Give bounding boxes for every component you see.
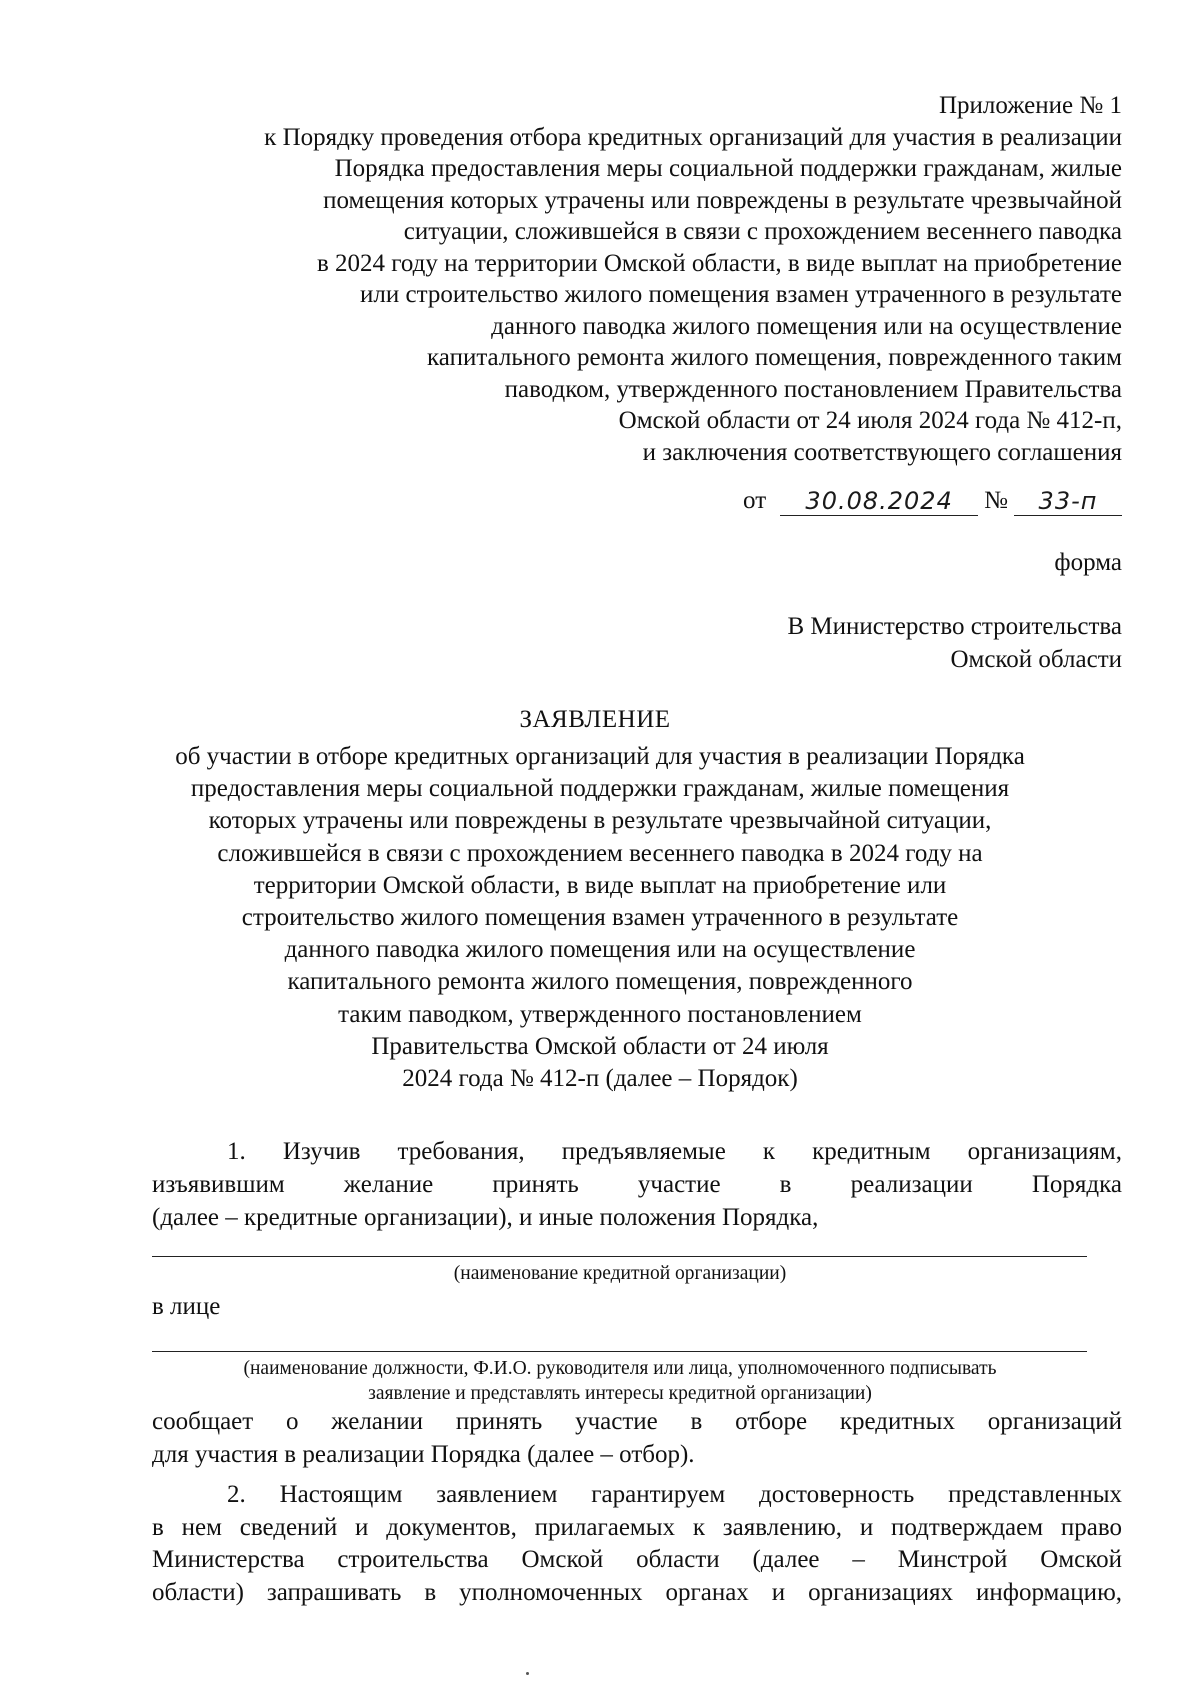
ot-label: от (743, 487, 767, 514)
paragraph-line: 2. Настоящим заявлением гарантируем достоверность представленных (227, 1481, 1122, 1509)
document-title: ЗАЯВЛЕНИЕ (519, 706, 671, 733)
subtitle-line: об участии в отборе кредитных организаций для участия в реализации Порядка (175, 743, 1025, 770)
appendix-line: ситуации, сложившейся в связи с прохождением весеннего паводка (403, 218, 1122, 245)
appendix-line: капитального ремонта жилого помещения, поврежденного таким (427, 344, 1122, 371)
caption-line: (наименование должности, Ф.И.О. руководителя или лица, уполномоченного подписывать (243, 1358, 997, 1379)
subtitle-line: которых утрачены или повреждены в результате чрезвычайной ситуации, (208, 807, 992, 835)
subtitle-line: таким паводком, утвержденного постановлением (338, 1000, 862, 1028)
subtitle-line: строительство жилого помещения взамен утраченного в результате (241, 904, 959, 932)
scan-speck (526, 1672, 529, 1675)
subtitle-line: капитального ремонта жилого помещения, поврежденного (287, 968, 913, 996)
paragraph-line: изъявившим желание принять участие в реализации Порядка (152, 1171, 1122, 1198)
appendix-line: паводком, утвержденного постановлением Правительства (504, 375, 1122, 403)
subtitle-line: данного паводка жилого помещения или на осуществление (284, 936, 916, 964)
paragraph-line: Министерства строительства Омской области (далее – Минстрой Омской (152, 1546, 1122, 1574)
paragraph-continuation (152, 1406, 1122, 1610)
paragraph-line: области) запрашивать в уполномоченных органах и организациях информацию, (152, 1578, 1122, 1606)
caption-representative (0, 1356, 1200, 1406)
appendix-header (122, 90, 1122, 468)
fill-in-line-representative (152, 1351, 1087, 1352)
appendix-line: и заключения соответствующего соглашения (642, 438, 1122, 466)
subtitle-line: 2024 года № 412-п (далее – Порядок) (402, 1065, 798, 1093)
v-litse-label: в лице (152, 1293, 221, 1320)
appendix-line: к Порядку проведения отбора кредитных организаций для участия в реализации (264, 123, 1122, 151)
paragraph-line: для участия в реализации Порядка (далее – отбор). (152, 1440, 695, 1468)
addressee (787, 610, 1122, 676)
appendix-line: Порядка предоставления меры социальной поддержки гражданам, жилые (334, 155, 1122, 182)
paragraph-line: (далее – кредитные организации), и иные положения Порядка, (152, 1204, 819, 1231)
addressee-line: Омской области (950, 646, 1122, 673)
subtitle-line: предоставления меры социальной поддержки гражданам, жилые помещения (190, 775, 1010, 803)
forma-label: форма (1054, 549, 1122, 576)
paragraph-1 (152, 1135, 1122, 1234)
order-date-number (743, 486, 1122, 516)
paragraph-line: в нем сведений и документов, прилагаемых к заявлению, и подтверждаем право (152, 1513, 1122, 1541)
appendix-line: в 2024 году на территории Омской области, в виде выплат на приобретение (316, 249, 1122, 277)
appendix-line: или строительство жилого помещения взамен утраченного в результате (360, 281, 1122, 308)
subtitle-line: территории Омской области, в виде выплат на приобретение или (253, 871, 947, 899)
paragraph-line: сообщает о желании принять участие в отборе кредитных организаций (152, 1408, 1122, 1435)
number-label: № (984, 487, 1008, 514)
paragraph-gap (152, 1471, 1122, 1479)
addressee-line: В Министерство строительства (787, 613, 1122, 640)
handwritten-date: 30.08.2024 (780, 487, 978, 516)
appendix-title: Приложение № 1 (938, 92, 1122, 119)
appendix-line: данного паводка жилого помещения или на осуществление (491, 312, 1122, 340)
caption-organization-name: (наименование кредитной организации) (453, 1263, 787, 1284)
caption-line: заявление и представлять интересы кредитной организации) (368, 1383, 872, 1404)
subtitle-line: сложившейся в связи с прохождением весеннего паводка в 2024 году на (217, 839, 983, 867)
handwritten-number: 33-п (1014, 487, 1122, 516)
subtitle-line: Правительства Омской области от 24 июля (371, 1032, 829, 1060)
appendix-line: Омской области от 24 июля 2024 года № 412-п, (618, 407, 1122, 434)
appendix-line: помещения которых утрачены или повреждены в результате чрезвычайной (323, 186, 1122, 214)
document-subtitle (140, 741, 1060, 1095)
fill-in-line-organization (152, 1256, 1087, 1257)
paragraph-line: 1. Изучив требования, предъявляемые к кредитным организациям, (227, 1138, 1122, 1165)
